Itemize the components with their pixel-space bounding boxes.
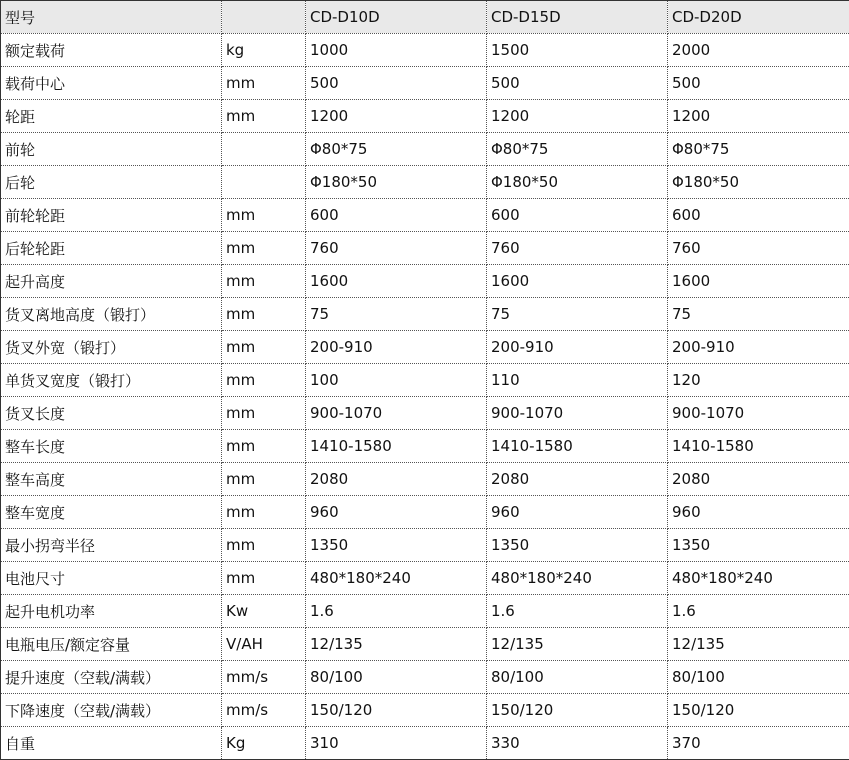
row-value-cell: 960 — [306, 496, 487, 529]
row-value-cell: 110 — [487, 364, 668, 397]
spec-table-body — [1, 1, 849, 760]
row-value-cell: 150/120 — [487, 694, 668, 727]
row-value-cell: 480*180*240 — [306, 562, 487, 595]
row-value-cell: 75 — [668, 298, 849, 331]
row-unit-cell: mm — [222, 364, 306, 397]
row-value-cell: 500 — [487, 67, 668, 100]
row-value-cell: 100 — [306, 364, 487, 397]
row-label-cell: 后轮 — [1, 166, 222, 199]
row-value-cell: 1500 — [487, 34, 668, 67]
row-value-cell: 500 — [306, 67, 487, 100]
table-row — [1, 34, 849, 67]
header-row — [1, 1, 849, 34]
row-unit-cell: kg — [222, 34, 306, 67]
row-value-cell: Φ80*75 — [306, 133, 487, 166]
row-value-cell: 1000 — [306, 34, 487, 67]
row-label-cell: 货叉长度 — [1, 397, 222, 430]
row-label-cell: 轮距 — [1, 100, 222, 133]
row-value-cell: 1350 — [306, 529, 487, 562]
row-value-cell: 2080 — [306, 463, 487, 496]
row-label-cell: 起升电机功率 — [1, 595, 222, 628]
row-value-cell: 760 — [306, 232, 487, 265]
row-value-cell: 150/120 — [306, 694, 487, 727]
row-value-cell: Φ180*50 — [306, 166, 487, 199]
row-value-cell: 120 — [668, 364, 849, 397]
row-unit-cell: mm — [222, 199, 306, 232]
row-unit-cell: mm — [222, 430, 306, 463]
row-label-cell: 起升高度 — [1, 265, 222, 298]
row-label-cell: 下降速度（空载/满载） — [1, 694, 222, 727]
table-row — [1, 298, 849, 331]
table-row — [1, 166, 849, 199]
row-value-cell: 1410-1580 — [487, 430, 668, 463]
row-label-cell: 电瓶电压/额定容量 — [1, 628, 222, 661]
row-value-cell: 80/100 — [306, 661, 487, 694]
row-value-cell: 80/100 — [668, 661, 849, 694]
row-value-cell: 80/100 — [487, 661, 668, 694]
table-row — [1, 133, 849, 166]
row-value-cell: 1.6 — [487, 595, 668, 628]
row-unit-cell: mm — [222, 331, 306, 364]
table-row — [1, 463, 849, 496]
row-value-cell: 480*180*240 — [668, 562, 849, 595]
row-value-cell: 1600 — [487, 265, 668, 298]
row-value-cell: 1200 — [306, 100, 487, 133]
table-row — [1, 529, 849, 562]
table-row — [1, 661, 849, 694]
row-value-cell: 1410-1580 — [306, 430, 487, 463]
header-model-cell: CD-D20D — [668, 1, 849, 34]
row-value-cell: 12/135 — [668, 628, 849, 661]
row-value-cell: 600 — [306, 199, 487, 232]
row-label-cell: 自重 — [1, 727, 222, 760]
table-row — [1, 694, 849, 727]
row-unit-cell — [222, 166, 306, 199]
row-value-cell: 900-1070 — [487, 397, 668, 430]
row-unit-cell: mm/s — [222, 661, 306, 694]
table-row — [1, 496, 849, 529]
row-value-cell: 1350 — [487, 529, 668, 562]
row-label-cell: 载荷中心 — [1, 67, 222, 100]
row-value-cell: 1.6 — [668, 595, 849, 628]
header-model-cell: CD-D15D — [487, 1, 668, 34]
table-row — [1, 199, 849, 232]
row-value-cell: 200-910 — [668, 331, 849, 364]
row-value-cell: 1600 — [306, 265, 487, 298]
row-unit-cell: mm — [222, 67, 306, 100]
row-value-cell: 2080 — [487, 463, 668, 496]
row-unit-cell: mm — [222, 463, 306, 496]
table-row — [1, 595, 849, 628]
row-value-cell: 1200 — [487, 100, 668, 133]
row-label-cell: 整车宽度 — [1, 496, 222, 529]
row-value-cell: 150/120 — [668, 694, 849, 727]
row-label-cell: 额定载荷 — [1, 34, 222, 67]
row-value-cell: Φ180*50 — [487, 166, 668, 199]
row-label-cell: 电池尺寸 — [1, 562, 222, 595]
row-unit-cell: Kg — [222, 727, 306, 760]
row-value-cell: 75 — [487, 298, 668, 331]
header-label-cell: 型号 — [1, 1, 222, 34]
table-row — [1, 232, 849, 265]
row-value-cell: 1200 — [668, 100, 849, 133]
row-value-cell: 1600 — [668, 265, 849, 298]
table-row — [1, 100, 849, 133]
row-value-cell: 12/135 — [306, 628, 487, 661]
row-unit-cell: mm — [222, 496, 306, 529]
row-unit-cell: V/AH — [222, 628, 306, 661]
row-value-cell: 600 — [668, 199, 849, 232]
row-value-cell: 330 — [487, 727, 668, 760]
row-value-cell: 2000 — [668, 34, 849, 67]
table-row — [1, 364, 849, 397]
row-value-cell: 600 — [487, 199, 668, 232]
row-value-cell: 480*180*240 — [487, 562, 668, 595]
row-value-cell: 900-1070 — [306, 397, 487, 430]
table-row — [1, 628, 849, 661]
table-row — [1, 562, 849, 595]
table-row — [1, 67, 849, 100]
row-unit-cell: mm — [222, 562, 306, 595]
row-unit-cell: mm — [222, 232, 306, 265]
row-value-cell: 1350 — [668, 529, 849, 562]
row-value-cell: 960 — [668, 496, 849, 529]
row-value-cell: 75 — [306, 298, 487, 331]
row-value-cell: Φ180*50 — [668, 166, 849, 199]
row-label-cell: 货叉外宽（锻打） — [1, 331, 222, 364]
row-unit-cell: mm — [222, 529, 306, 562]
row-value-cell: 900-1070 — [668, 397, 849, 430]
row-label-cell: 最小拐弯半径 — [1, 529, 222, 562]
row-value-cell: Φ80*75 — [668, 133, 849, 166]
row-unit-cell: mm — [222, 298, 306, 331]
header-unit-cell — [222, 1, 306, 34]
row-unit-cell: mm — [222, 265, 306, 298]
row-label-cell: 整车高度 — [1, 463, 222, 496]
row-value-cell: 1410-1580 — [668, 430, 849, 463]
table-row — [1, 727, 849, 760]
row-unit-cell: mm — [222, 100, 306, 133]
row-unit-cell: mm/s — [222, 694, 306, 727]
table-row — [1, 430, 849, 463]
row-value-cell: 310 — [306, 727, 487, 760]
row-value-cell: 760 — [487, 232, 668, 265]
row-value-cell: 500 — [668, 67, 849, 100]
row-label-cell: 提升速度（空载/满载） — [1, 661, 222, 694]
table-row — [1, 331, 849, 364]
row-label-cell: 前轮 — [1, 133, 222, 166]
header-model-cell: CD-D10D — [306, 1, 487, 34]
row-label-cell: 单货叉宽度（锻打） — [1, 364, 222, 397]
row-label-cell: 后轮轮距 — [1, 232, 222, 265]
row-label-cell: 前轮轮距 — [1, 199, 222, 232]
table-row — [1, 397, 849, 430]
row-label-cell: 货叉离地高度（锻打） — [1, 298, 222, 331]
row-value-cell: 200-910 — [306, 331, 487, 364]
table-row — [1, 265, 849, 298]
row-value-cell: Φ80*75 — [487, 133, 668, 166]
row-value-cell: 960 — [487, 496, 668, 529]
row-value-cell: 2080 — [668, 463, 849, 496]
row-unit-cell — [222, 133, 306, 166]
row-label-cell: 整车长度 — [1, 430, 222, 463]
row-value-cell: 370 — [668, 727, 849, 760]
row-value-cell: 760 — [668, 232, 849, 265]
row-unit-cell: mm — [222, 397, 306, 430]
row-value-cell: 1.6 — [306, 595, 487, 628]
row-unit-cell: Kw — [222, 595, 306, 628]
row-value-cell: 12/135 — [487, 628, 668, 661]
row-value-cell: 200-910 — [487, 331, 668, 364]
